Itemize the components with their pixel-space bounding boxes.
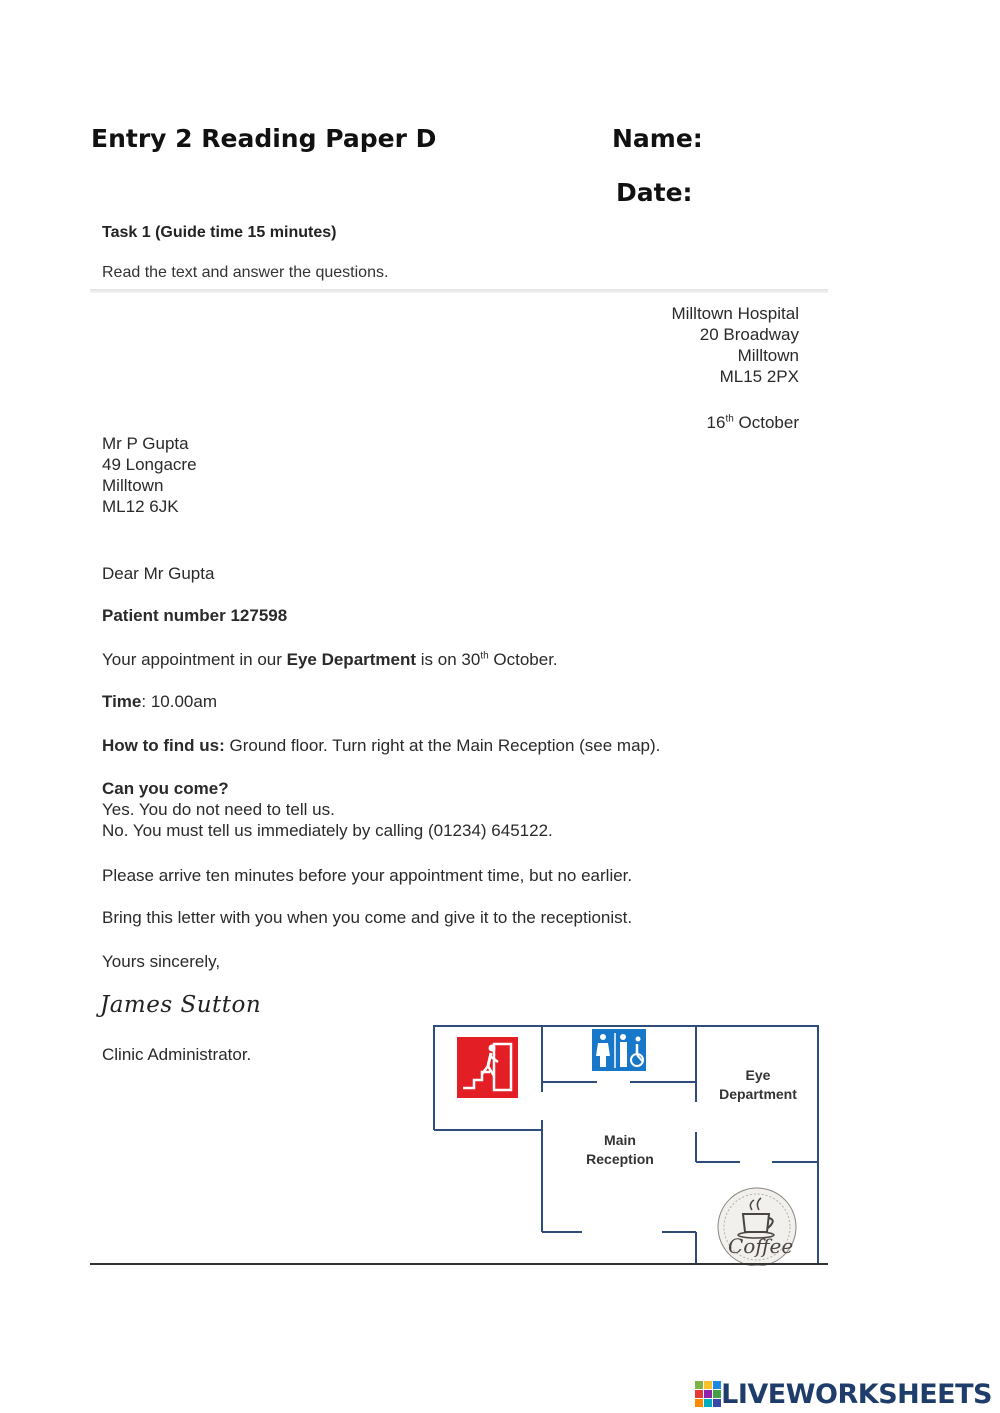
date-month: October: [733, 413, 799, 432]
date-suffix: th: [725, 413, 734, 425]
sender-line: Milltown: [737, 346, 799, 365]
find-value: Ground floor. Turn right at the Main Reception (see map).: [224, 736, 661, 755]
name-label: Name:: [612, 124, 703, 153]
recipient-line: Milltown: [102, 476, 164, 495]
liveworksheets-logo-text: LIVEWORKSHEETS: [721, 1378, 992, 1410]
recipient-line: Mr P Gupta: [102, 434, 189, 453]
role: Clinic Administrator.: [102, 1045, 252, 1064]
can-you-come-block: [102, 778, 553, 841]
sender-address: [671, 303, 799, 387]
appointment-line: [102, 649, 558, 670]
yes-line: Yes. You do not need to tell us.: [102, 800, 335, 819]
find-label: How to find us:: [102, 736, 225, 755]
recipient-address: [102, 433, 197, 517]
eye-department-label: [708, 1066, 808, 1104]
appointment-prefix: Your appointment in our: [102, 650, 287, 669]
date-label: Date:: [616, 178, 693, 207]
page-title: Entry 2 Reading Paper D: [91, 124, 437, 153]
date-day: 16: [706, 413, 726, 432]
floor-map: [432, 1024, 822, 1266]
time-label: Time: [102, 692, 142, 711]
toilets-accessible-icon: [592, 1029, 646, 1071]
main-reception-line: Reception: [586, 1151, 654, 1167]
liveworksheets-logo: [695, 1378, 992, 1410]
recipient-line: 49 Longacre: [102, 455, 197, 474]
letter-top-divider: [90, 289, 828, 293]
liveworksheets-logo-icon: [695, 1381, 721, 1407]
find-us-line: [102, 735, 660, 756]
bring-line: Bring this letter with you when you come and give it to the receptionist.: [102, 908, 633, 927]
appointment-end: October.: [488, 650, 558, 669]
signature: James Sutton: [100, 992, 262, 1018]
time-line: [102, 691, 217, 712]
letter-date: [707, 412, 799, 433]
task-instruction: Read the text and answer the questions.: [102, 264, 389, 281]
no-line: No. You must tell us immediately by calling (01234) 645122.: [102, 821, 553, 840]
sender-line: 20 Broadway: [699, 325, 799, 344]
main-reception-line: Main: [604, 1132, 636, 1148]
salutation: Dear Mr Gupta: [102, 564, 215, 583]
closing: Yours sincerely,: [102, 952, 221, 971]
recipient-line: ML12 6JK: [102, 497, 179, 516]
appointment-dept: Eye Department: [286, 650, 417, 669]
coffee-text: Coffee: [728, 1234, 794, 1258]
eye-department-line: Eye: [745, 1067, 771, 1083]
sender-line: ML15 2PX: [719, 367, 799, 386]
arrive-line: Please arrive ten minutes before your appointment time, but no earlier.: [102, 866, 633, 885]
sender-line: Milltown Hospital: [671, 304, 799, 323]
appointment-suffix: th: [480, 650, 489, 662]
letter-bottom-divider: [90, 1263, 828, 1265]
can-you-come-heading: Can you come?: [102, 779, 229, 798]
eye-department-line: Department: [719, 1086, 797, 1102]
time-value: : 10.00am: [141, 692, 217, 711]
patient-number: Patient number 127598: [102, 606, 288, 625]
task-title: Task 1 (Guide time 15 minutes): [102, 224, 337, 241]
stairs-exit-icon: [457, 1037, 518, 1098]
appointment-mid: is on 30: [416, 650, 481, 669]
main-reception-label: [570, 1131, 670, 1169]
